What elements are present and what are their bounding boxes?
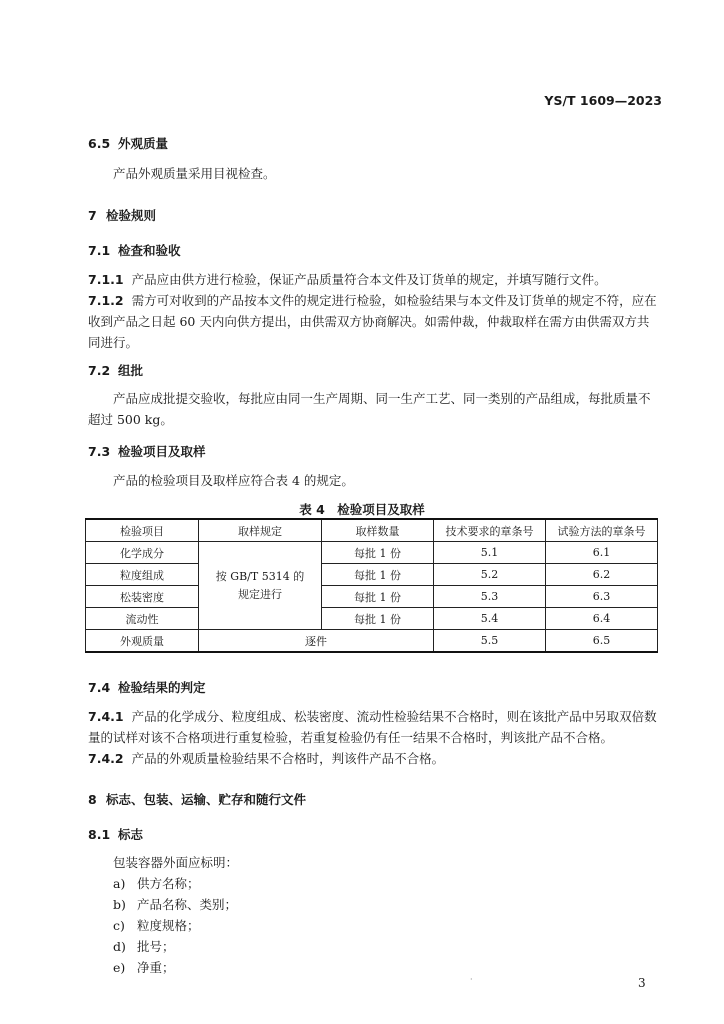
list-item (113, 916, 200, 934)
section-number: 6.5 (88, 136, 111, 151)
table-row (86, 564, 658, 586)
header-cell: 技术要求的章条号 (434, 519, 546, 542)
tech-clause-cell: 5.5 (434, 630, 546, 653)
list-item (113, 895, 237, 913)
page-number: 3 (638, 976, 646, 990)
table-row (86, 542, 658, 564)
clause-number: 7.4.2 (88, 751, 124, 766)
heading-7-4 (88, 678, 206, 696)
method-clause-cell: 6.5 (546, 630, 658, 653)
table-row (86, 586, 658, 608)
paragraph-7-2: 产品应成批提交验收，每批应由同一生产周期、同一生产工艺、同一类别的产品组成，每批质量不超过 500 kg。 (88, 391, 651, 427)
clause-number: 7.1.1 (88, 272, 124, 287)
section-title: 标志 (118, 827, 144, 842)
clause-7-1-2 (88, 290, 659, 353)
list-text: 净重； (137, 960, 175, 975)
clause-7-4-2 (88, 748, 659, 769)
section-title: 检验结果的判定 (118, 680, 206, 695)
clause-body: 产品的外观质量检验结果不合格时，判该件产品不合格。 (131, 751, 445, 766)
header-cell: 取样规定 (199, 519, 322, 542)
method-clause-cell: 6.2 (546, 564, 658, 586)
marking-intro: 包装容器外面应标明： (113, 855, 239, 870)
clause-7-4-1 (88, 706, 659, 748)
heading-6-5 (88, 134, 168, 152)
clause-number: 7.4.1 (88, 709, 124, 724)
section-number: 7.4 (88, 680, 111, 695)
list-text: 供方名称； (137, 876, 200, 891)
clause-7-1-1 (88, 269, 659, 290)
tech-clause-cell: 5.2 (434, 564, 546, 586)
section-number: 7.1 (88, 243, 111, 258)
paragraph-7-3: 产品的检验项目及取样应符合表 4 的规定。 (113, 473, 354, 488)
item-cell: 松装密度 (86, 586, 199, 608)
clause-number: 7.1.2 (88, 293, 124, 308)
list-item (113, 958, 175, 976)
section-number: 7.3 (88, 444, 111, 459)
quantity-cell: 每批 1 份 (322, 564, 434, 586)
header-cell: 试验方法的章条号 (546, 519, 658, 542)
section-title: 检验规则 (106, 208, 157, 223)
sampling-rule-line: 按 GB/T 5314 的 (215, 569, 305, 583)
section-title: 检验项目及取样 (118, 444, 206, 459)
tech-clause-cell: 5.1 (434, 542, 546, 564)
item-cell: 外观质量 (86, 630, 199, 653)
heading-7-1 (88, 241, 181, 259)
heading-7-3 (88, 442, 206, 460)
section-title: 检查和验收 (118, 243, 181, 258)
item-cell: 粒度组成 (86, 564, 199, 586)
sampling-rule-cell (199, 542, 322, 630)
list-label: a) (113, 876, 126, 891)
quantity-cell: 每批 1 份 (322, 608, 434, 630)
table-row (86, 608, 658, 630)
section-number: 7.2 (88, 363, 111, 378)
list-label: d) (113, 939, 126, 954)
table-header-row (86, 519, 658, 542)
item-cell: 化学成分 (86, 542, 199, 564)
list-label: c) (113, 918, 125, 933)
heading-8-1 (88, 825, 143, 843)
list-text: 产品名称、类别； (137, 897, 238, 912)
sampling-rule-line: 规定进行 (238, 587, 282, 601)
paragraph-6-5: 产品外观质量采用目视检查。 (113, 166, 276, 181)
clause-body: 需方可对收到的产品按本文件的规定进行检验，如检验结果与本文件及订货单的规定不符，应在收到产品之日起 60 天内向供方提出，由供需双方协商解决。如需仲裁，仲裁取样在需方由供需双方共同进行。 (88, 293, 657, 350)
list-item (113, 874, 200, 892)
header-cell: 检验项目 (86, 519, 199, 542)
section-title: 外观质量 (118, 136, 169, 151)
table-row (86, 630, 658, 653)
inspection-table (85, 518, 658, 653)
section-title: 标志、包装、运输、贮存和随行文件 (106, 792, 307, 807)
method-clause-cell: 6.4 (546, 608, 658, 630)
appearance-sampling-cell: 逐件 (199, 630, 434, 653)
quantity-cell: 每批 1 份 (322, 542, 434, 564)
clause-body: 产品应由供方进行检验，保证产品质量符合本文件及订货单的规定，并填写随行文件。 (131, 272, 607, 287)
list-item (113, 937, 175, 955)
list-text: 粒度规格； (137, 918, 200, 933)
item-cell: 流动性 (86, 608, 199, 630)
heading-7-2 (88, 361, 143, 379)
method-clause-cell: 6.3 (546, 586, 658, 608)
tech-clause-cell: 5.4 (434, 608, 546, 630)
section-title: 组批 (118, 363, 144, 378)
standard-number: YS/T 1609—2023 (544, 93, 662, 108)
method-clause-cell: 6.1 (546, 542, 658, 564)
section-number: 7 (88, 208, 97, 223)
clause-body: 产品的化学成分、粒度组成、松装密度、流动性检验结果不合格时，则在该批产品中另取双倍数量的试样对该不合格项进行重复检验，若重复检验仍有任一结果不合格时，判该批产品不合格。 (88, 709, 657, 745)
header-cell: 取样数量 (322, 519, 434, 542)
list-text: 批号； (137, 939, 175, 954)
heading-7 (88, 206, 156, 224)
list-label: b) (113, 897, 126, 912)
section-number: 8.1 (88, 827, 111, 842)
heading-8 (88, 790, 306, 808)
list-label: e) (113, 960, 126, 975)
footer-mark: · (470, 975, 473, 984)
section-number: 8 (88, 792, 97, 807)
tech-clause-cell: 5.3 (434, 586, 546, 608)
quantity-cell: 每批 1 份 (322, 586, 434, 608)
table-caption: 表 4 检验项目及取样 (299, 502, 425, 517)
